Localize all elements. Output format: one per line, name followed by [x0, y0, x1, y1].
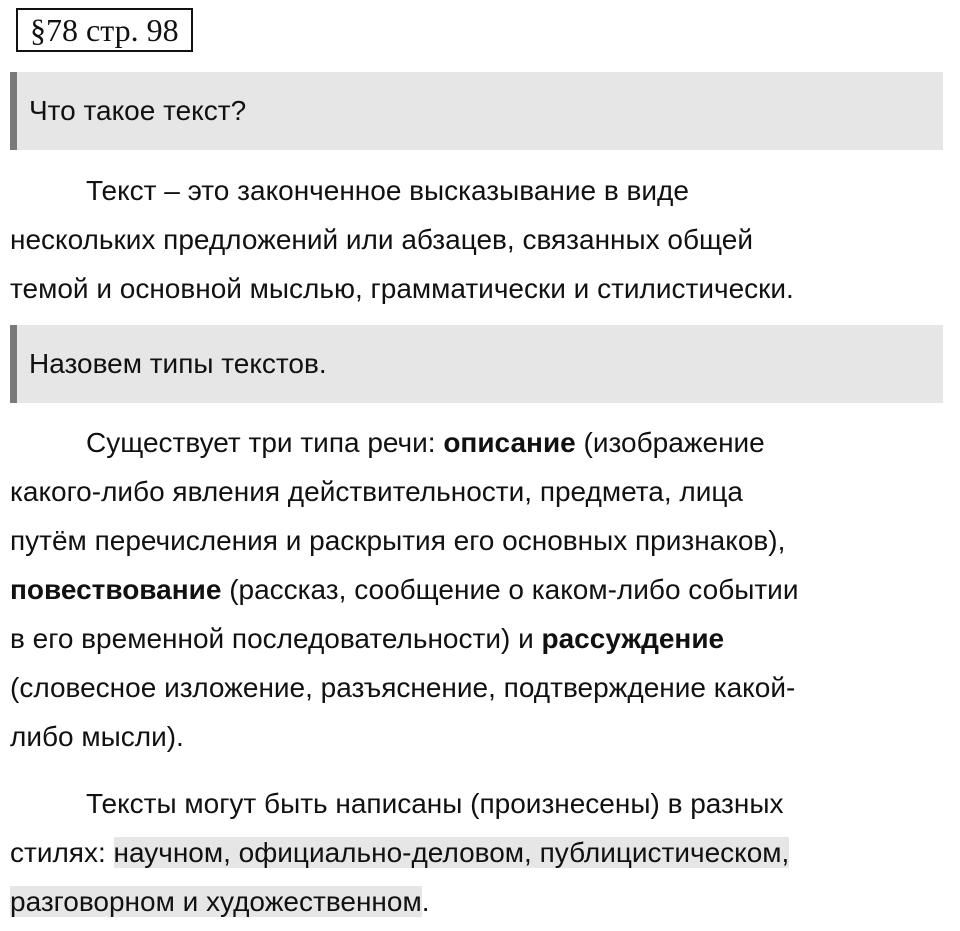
question-heading-what-is-text: Что такое текст? [10, 72, 943, 150]
answer-paragraph-definition [10, 166, 955, 313]
answer-paragraph-speech-types [10, 418, 955, 761]
highlighted-styles-list: разговорном и художественном [10, 886, 422, 917]
answer-line [10, 565, 955, 614]
answer-line [10, 877, 955, 926]
text-fragment: Существует три типа речи: [86, 427, 444, 458]
question-heading-text-types: Назовем типы текстов. [10, 325, 943, 403]
text-fragment: стилях: [10, 837, 114, 868]
term-narration: повествование [10, 574, 222, 605]
text-fragment: (рассказ, сообщение о каком-либо событии [221, 574, 799, 605]
term-reasoning: рассуждение [541, 623, 725, 654]
text-fragment: . [421, 886, 430, 917]
answer-line: нескольких предложений или абзацев, связанных общей [10, 224, 753, 255]
highlighted-styles-list: научном, официально-деловом, публицистическом, [113, 837, 790, 868]
answer-line: темой и основной мыслью, грамматически и стилистически. [10, 273, 794, 304]
answer-line [10, 418, 955, 467]
text-fragment: в его временной последовательности) и [10, 623, 542, 654]
answer-line: Текст – это законченное высказывание в виде [86, 175, 689, 206]
term-description: описание [443, 427, 576, 458]
answer-line: какого-либо явления действительности, предмета, лица [10, 476, 743, 507]
answer-line: путём перечисления и раскрытия его основных признаков), [10, 525, 786, 556]
text-fragment: (изображение [575, 427, 765, 458]
answer-line [10, 828, 955, 877]
answer-line: либо мысли). [10, 721, 184, 752]
section-page-reference: §78 стр. 98 [16, 8, 193, 52]
answer-line: (словесное изложение, разъяснение, подтверждение какой- [10, 672, 796, 703]
answer-paragraph-styles [10, 779, 955, 926]
answer-line [10, 614, 955, 663]
answer-line: Тексты могут быть написаны (произнесены) в разных [86, 788, 784, 819]
